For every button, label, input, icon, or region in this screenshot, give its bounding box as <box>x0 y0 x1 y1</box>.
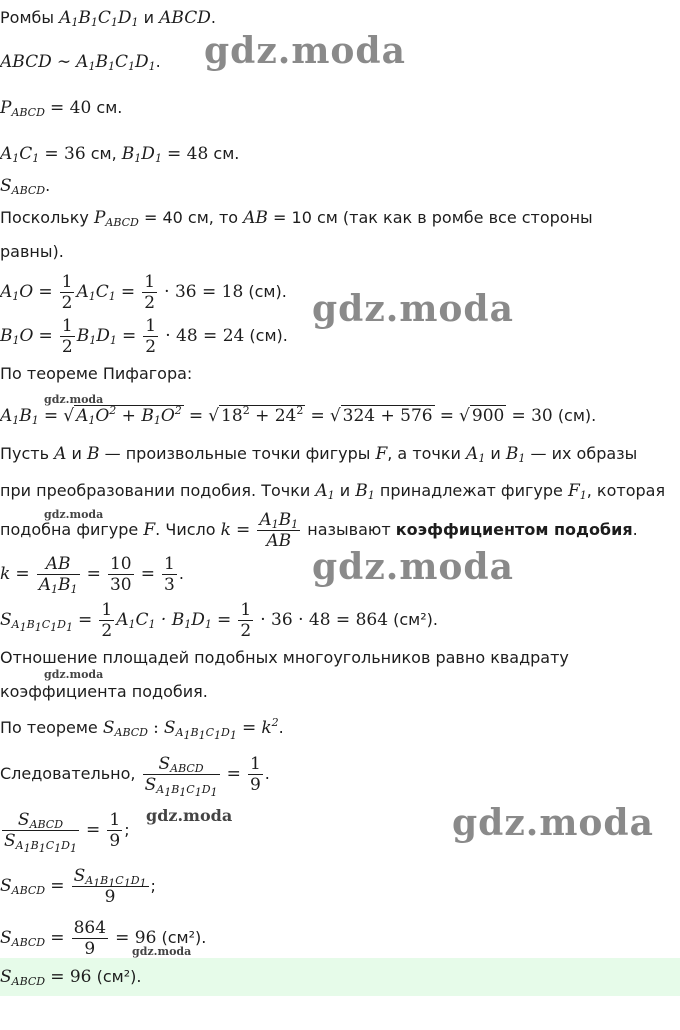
definition-line-1: Пусть A и B — произвольные точки фигуры F, а точки $A_1$ и $B_1$ — их образы <box>0 444 638 465</box>
final-answer: $S_{ABCD} = 96$ (см²). <box>0 967 142 988</box>
theorem-line-1: Отношение площадей подобных многоугольников равно квадрату <box>0 648 569 667</box>
perimeter-given: $P_{ABCD} = 40$ см. <box>0 98 123 119</box>
watermark-small: gdz.moda <box>44 393 104 406</box>
watermark: gdz.moda <box>312 546 514 588</box>
theorem-line-2: коэффициента подобия. <box>0 682 208 701</box>
ratio-repeat: $\frac{S_{ABCD}}{S_{A_1B_1C_1D_1}}$ = $\frac{1}{9}$ ; <box>4 810 130 855</box>
ratio-result: Следовательно, $\frac{S_{ABCD}}{S_{A_1B_1C_1D_1}}$ = $\frac{1}{9}$ . <box>0 754 270 799</box>
area-calc: $S_{ABCD}$ = $\frac{864}{9}$ = 96 (см²). <box>0 918 207 959</box>
watermark: gdz.moda <box>204 30 406 72</box>
watermark-small: gdz.moda <box>44 508 104 521</box>
k-calc: k = $\frac{AB}{A_1B_1}$ = $\frac{10}{30}$ = $\frac{1}{3}$ . <box>0 554 184 596</box>
similarity-statement: ABCD ∼ $A_1B_1C_1D_1$. <box>0 52 161 73</box>
pythagoras-calc: $A_1B_1$ = √ $A_1O^2 + B_1O^2$ = √ $18^2 + 24^2$ = √ 324 + 576 = √ 900 = 30 (см). <box>0 404 597 427</box>
find-area: $S_{ABCD}$. <box>0 176 51 197</box>
pythagoras-title: По теореме Пифагора: <box>0 364 193 383</box>
watermark-small: gdz.moda <box>146 806 233 825</box>
term-similarity-coefficient: коэффициентом подобия <box>395 520 633 539</box>
area-expression: $S_{ABCD}$ = $\frac{S_{A_1B_1C_1D_1}}{9}$ ; <box>0 866 156 907</box>
watermark: gdz.moda <box>452 802 654 844</box>
watermark-small: gdz.moda <box>44 668 104 681</box>
side-length-text-cont: равны). <box>0 242 64 261</box>
definition-line-2: при преобразовании подобия. Точки $A_1$ и $B_1$ принадлежат фигуре $F_1$, которая <box>0 481 666 502</box>
diagonals-given: $A_1C_1 = 36$ см, $B_1D_1 = 48$ см. <box>0 144 240 165</box>
watermark-small: gdz.moda <box>132 945 192 958</box>
side-length-text: Поскольку $P_{ABCD} = 40$ см, то AB = 10 см (так как в ромбе все стороны <box>0 208 593 229</box>
b1o-calc: $B_1O$ = $\frac{1}{2}$ $B_1D_1$ = $\frac{1}{2}$ · 48 = 24 (см). <box>0 316 288 357</box>
area-a1b1c1d1: $S_{A_1B_1C_1D_1}$ = $\frac{1}{2}$ $A_1C_1 \cdot B_1D_1$ = $\frac{1}{2}$ · 36 · 48 = 864 (см²). <box>0 600 438 641</box>
given-rhombi: Ромбы $A_1B_1C_1D_1$ и ABCD. <box>0 8 216 29</box>
a1o-calc: $A_1O$ = $\frac{1}{2}$ $A_1C_1$ = $\frac{1}{2}$ · 36 = 18 (см). <box>0 272 287 313</box>
theorem-apply: По теореме $S_{ABCD}$ : $S_{A_1B_1C_1D_1} = k^2$. <box>0 716 284 742</box>
watermark: gdz.moda <box>312 288 514 330</box>
definition-line-3: подобна фигуре F. Число k = $\frac{A_1B_1}{AB}$ называют коэффициентом подобия. <box>0 510 638 551</box>
